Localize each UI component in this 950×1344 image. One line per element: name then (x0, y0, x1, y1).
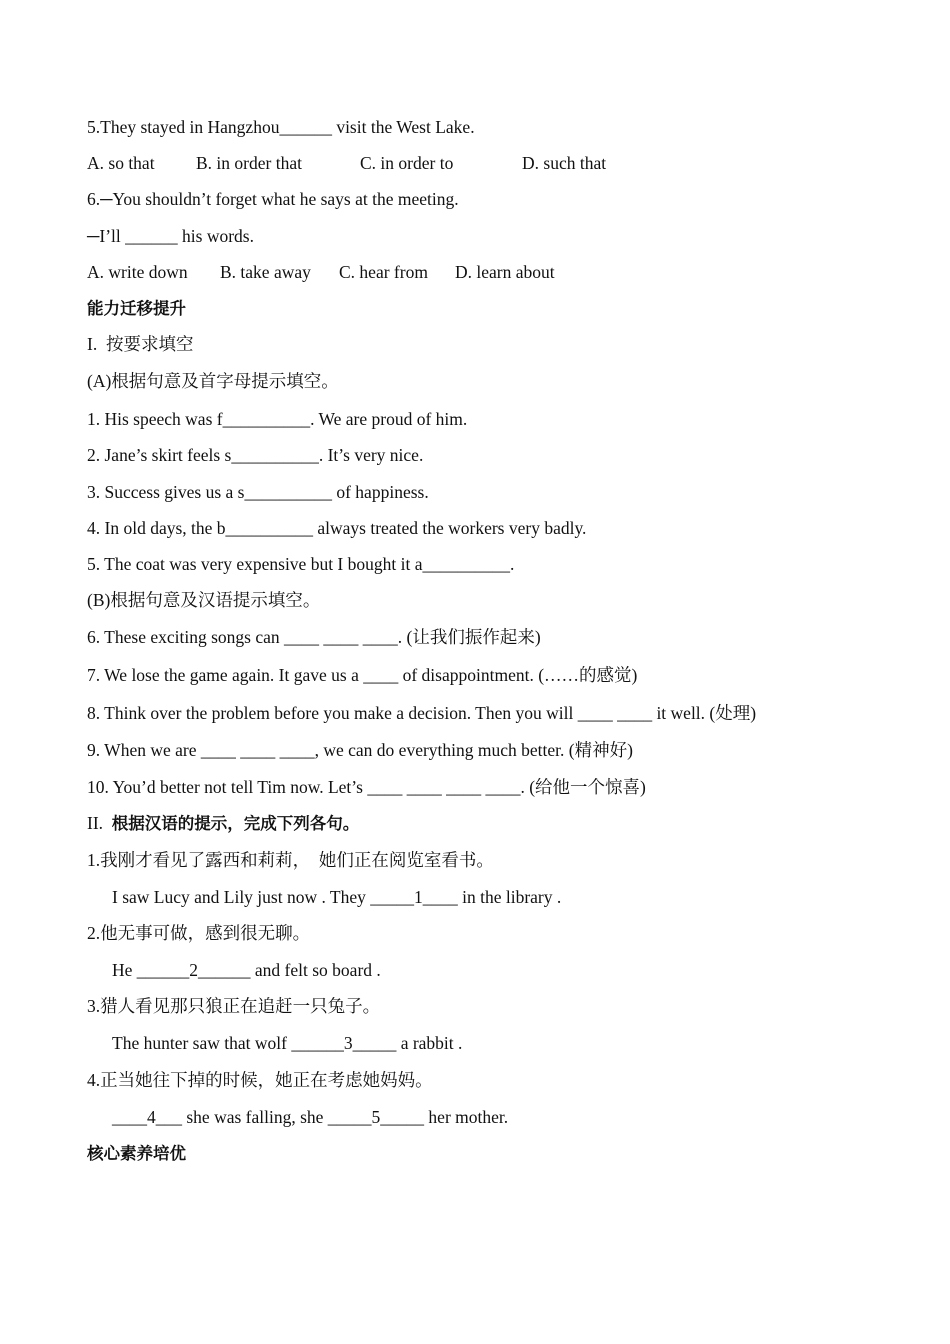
option-c: C. hear from (339, 262, 428, 282)
part-b-item: 7. We lose the game again. It gave us a ____ of disappointment. (……的感觉) (87, 665, 638, 685)
part-b-item: 10. You’d better not tell Tim now. Let’s ____ ____ ____ ____. (给他一个惊喜) (87, 777, 646, 797)
option-d: D. learn about (455, 262, 555, 282)
question-6-reply: ─I’ll ______ his words. (87, 226, 254, 246)
part-2-title: 根据汉语的提示，完成下列各句。 (111, 814, 360, 833)
part-1-heading: I. 按要求填空 (87, 334, 194, 354)
part-2-heading (87, 812, 359, 835)
part-2-english: ____4___ she was falling, she _____5_____ her mother. (112, 1107, 509, 1127)
part-a-item: 2. Jane’s skirt feels s__________. It’s very nice. (87, 445, 424, 465)
option-b: B. in order that (196, 153, 302, 173)
section-title-core: 核心素养培优 (87, 1144, 186, 1163)
part-2-chinese: 2.他无事可做，感到很无聊。 (87, 923, 311, 943)
part-2-english: The hunter saw that wolf ______3_____ a rabbit . (112, 1033, 463, 1053)
question-6-stem: 6.─You shouldn’t forget what he says at the meeting. (87, 189, 459, 209)
option-b: B. take away (220, 262, 311, 282)
part-a-item: 5. The coat was very expensive but I bought it a__________. (87, 554, 515, 574)
section-title-ability: 能力迁移提升 (87, 299, 186, 318)
question-5-stem: 5.They stayed in Hangzhou______ visit the West Lake. (87, 117, 475, 137)
part-b-item: 8. Think over the problem before you make a decision. Then you will ____ ____ it well. (处理) (87, 703, 757, 723)
option-c: C. in order to (360, 153, 454, 173)
part-a-item: 1. His speech was f__________. We are proud of him. (87, 409, 468, 429)
option-a: A. so that (87, 153, 155, 173)
part-2-english: He ______2______ and felt so board . (112, 960, 381, 980)
part-b-item: 9. When we are ____ ____ ____, we can do everything much better. (精神好) (87, 740, 633, 760)
part-2-chinese: 4.正当她往下掉的时候，她正在考虑她妈妈。 (87, 1070, 433, 1090)
part-b-item: 6. These exciting songs can ____ ____ ____. (让我们振作起来) (87, 627, 541, 647)
part-2-chinese: 1.我刚才看见了露西和莉莉， 她们正在阅览室看书。 (87, 850, 494, 870)
part-2-english: I saw Lucy and Lily just now . They _____1____ in the library . (112, 887, 562, 907)
part-2-number: II. (87, 813, 104, 833)
part-b-heading: (B)根据句意及汉语提示填空。 (87, 590, 321, 610)
part-2-chinese: 3.猎人看见那只狼正在追赶一只兔子。 (87, 996, 381, 1016)
option-a: A. write down (87, 262, 188, 282)
part-a-item: 4. In old days, the b__________ always treated the workers very badly. (87, 518, 587, 538)
part-a-item: 3. Success gives us a s__________ of happiness. (87, 482, 429, 502)
part-a-heading: (A)根据句意及首字母提示填空。 (87, 371, 339, 391)
option-d: D. such that (522, 153, 607, 173)
